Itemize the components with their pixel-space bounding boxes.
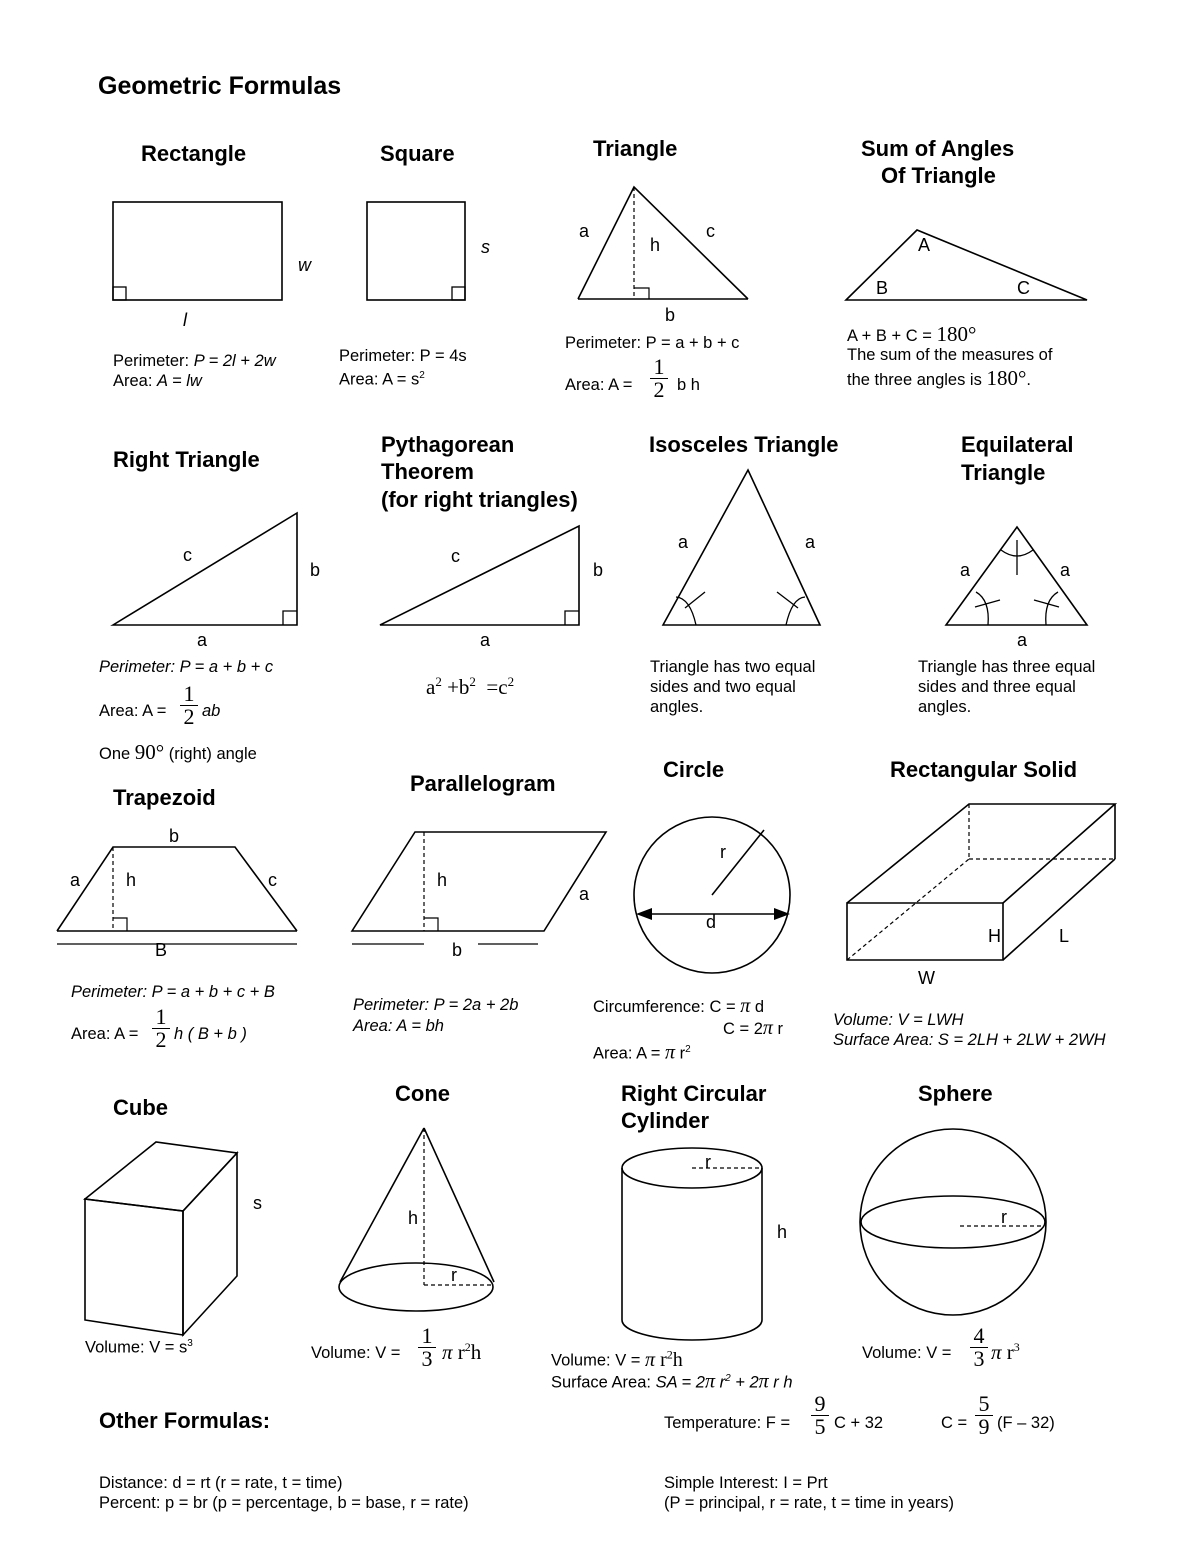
pythagorean-triangle-shape bbox=[380, 526, 579, 625]
triangle-area-prefix: Area: A = bbox=[565, 376, 633, 394]
triangle-height-label: h bbox=[650, 235, 661, 255]
cylinder-surface: Surface Area: SA = 2π $r^2 + 2\pi$ r h bbox=[551, 1370, 793, 1393]
angle-a-label: A bbox=[918, 235, 931, 255]
equilateral-a-bottom-label: a bbox=[1017, 630, 1028, 650]
trapezoid-area-prefix: Area: A = bbox=[71, 1025, 139, 1043]
rectangle-right-angle-mark bbox=[113, 287, 126, 300]
parallelogram-h-label: h bbox=[437, 870, 448, 890]
rectangle-width-label: w bbox=[298, 255, 311, 275]
trapezoid-area-suffix: h ( B + b ) bbox=[174, 1025, 247, 1043]
angle-b-label: B bbox=[876, 278, 889, 298]
rect-solid-w-label: W bbox=[918, 968, 935, 988]
sphere-volume-fraction: $\frac{4}{3}$ bbox=[970, 1325, 988, 1370]
cube-volume: Volume: $V = s^3$ bbox=[85, 1338, 193, 1357]
cylinder-heading-line2: Cylinder bbox=[621, 1108, 710, 1133]
cone-heading: Cone bbox=[395, 1081, 450, 1106]
trapezoid-h-label: h bbox=[126, 870, 137, 890]
pythagorean-formula: $a^2 +b^2 =c^2$ bbox=[426, 674, 515, 699]
isosceles-a-left-label: a bbox=[678, 532, 689, 552]
temperature-c-fraction: $\frac{5}{9}$ bbox=[975, 1393, 993, 1438]
square-heading: Square bbox=[380, 141, 455, 166]
rectangle-perimeter: Perimeter: P = 2l + 2w bbox=[113, 352, 276, 370]
trapezoid-perimeter: Perimeter: P = a + b + c + B bbox=[71, 983, 275, 1001]
right-triangle-shape bbox=[113, 513, 297, 625]
equilateral-a-left-label: a bbox=[960, 560, 971, 580]
sphere-r-label: r bbox=[1001, 1207, 1007, 1227]
circle-heading: Circle bbox=[663, 757, 725, 782]
circle-circumference-1: Circumference: C = π d bbox=[593, 995, 764, 1017]
distance-formula: Distance: d = rt (r = rate, t = time) bbox=[99, 1474, 343, 1492]
other-formulas-heading: Other Formulas: bbox=[99, 1408, 271, 1433]
triangle-right-angle-mark bbox=[634, 288, 649, 299]
square-shape bbox=[367, 202, 465, 300]
trapezoid-shape bbox=[57, 847, 297, 931]
trapezoid-area-fraction: $\frac{1}{2}$ bbox=[152, 1006, 170, 1051]
square-side-label: s bbox=[481, 237, 490, 257]
cone-r-label: r bbox=[451, 1265, 457, 1285]
temperature-c-suffix: (F – 32) bbox=[997, 1414, 1055, 1432]
temperature-c-prefix: C = bbox=[941, 1414, 968, 1432]
cone-volume-prefix: Volume: V = bbox=[311, 1344, 401, 1362]
temperature-f-prefix: Temperature: F = bbox=[664, 1414, 791, 1432]
isosceles-desc-line2: sides and two equal bbox=[650, 678, 796, 696]
parallelogram-heading: Parallelogram bbox=[410, 771, 556, 796]
parallelogram-b-label: b bbox=[452, 940, 463, 960]
circle-diameter-label: d bbox=[706, 912, 717, 932]
right-triangle-a-label: a bbox=[197, 630, 208, 650]
sum-angles-heading-line2: Of Triangle bbox=[881, 163, 996, 188]
parallelogram-shape bbox=[352, 832, 606, 931]
equilateral-arc-left bbox=[976, 592, 988, 625]
triangle-area-fraction: $\frac{1}{2}$ bbox=[650, 356, 668, 401]
rectangle-shape bbox=[113, 202, 282, 300]
cylinder-bottom bbox=[622, 1320, 762, 1340]
square-right-angle-mark bbox=[452, 287, 465, 300]
sphere-equator bbox=[861, 1196, 1045, 1248]
equilateral-heading-line2: Triangle bbox=[961, 460, 1046, 485]
cylinder-heading-line1: Right Circular bbox=[621, 1081, 767, 1106]
rect-solid-l-label: L bbox=[1059, 926, 1070, 946]
rect-solid-top bbox=[847, 804, 1115, 903]
rect-solid-heading: Rectangular Solid bbox=[890, 757, 1078, 782]
cone-volume-fraction: $\frac{1}{3}$ bbox=[418, 1325, 436, 1370]
sum-angles-formula: A + B + C = 180° bbox=[847, 322, 977, 346]
pythagorean-heading-line3: (for right triangles) bbox=[381, 487, 578, 512]
trapezoid-base-label: B bbox=[155, 940, 168, 960]
cone-volume-tail: π $r^2h$ bbox=[442, 1340, 482, 1364]
triangle-base-label: b bbox=[665, 305, 676, 325]
equilateral-desc-line1: Triangle has three equal bbox=[918, 658, 1096, 676]
sphere-heading: Sphere bbox=[918, 1081, 993, 1106]
right-triangle-area-suffix: ab bbox=[202, 702, 221, 720]
page-title: Geometric Formulas bbox=[98, 72, 342, 100]
sphere-shape bbox=[860, 1129, 1046, 1315]
right-triangle-c-label: c bbox=[183, 545, 192, 565]
right-triangle-angle-mark bbox=[283, 611, 297, 625]
simple-interest-line1: Simple Interest: I = Prt bbox=[664, 1474, 828, 1492]
pythagorean-heading-line2: Theorem bbox=[381, 459, 474, 484]
triangle-heading: Triangle bbox=[593, 136, 678, 161]
rect-solid-surface: Surface Area: S = 2LH + 2LW + 2WH bbox=[833, 1031, 1106, 1049]
rectangle-area: Area: A = lw bbox=[113, 372, 202, 390]
right-triangle-b-label: b bbox=[310, 560, 321, 580]
parallelogram-area: Area: A = bh bbox=[353, 1017, 444, 1035]
simple-interest-line2: (P = principal, r = rate, t = time in years) bbox=[664, 1494, 954, 1512]
circle-radius-label: r bbox=[720, 842, 726, 862]
equilateral-desc-line3: angles. bbox=[918, 698, 972, 716]
isosceles-a-right-label: a bbox=[805, 532, 816, 552]
trapezoid-b-label: b bbox=[169, 826, 180, 846]
rect-solid-h-label: H bbox=[988, 926, 1001, 946]
sum-angles-heading-line1: Sum of Angles bbox=[861, 136, 1015, 161]
cube-side bbox=[183, 1153, 237, 1335]
cylinder-h-label: h bbox=[777, 1222, 788, 1242]
right-triangle-area-prefix: Area: A = bbox=[99, 702, 167, 720]
angle-c-label: C bbox=[1017, 278, 1030, 298]
square-perimeter: Perimeter: P = 4s bbox=[339, 347, 467, 365]
trapezoid-heading: Trapezoid bbox=[113, 785, 216, 810]
right-triangle-perimeter: Perimeter: P = a + b + c bbox=[99, 658, 274, 676]
equilateral-desc-line2: sides and three equal bbox=[918, 678, 1076, 696]
square-area: Area: $A = s^2$ bbox=[339, 370, 425, 389]
parallelogram-a-label: a bbox=[579, 884, 590, 904]
cube-heading: Cube bbox=[113, 1095, 168, 1120]
equilateral-arc-right bbox=[1046, 592, 1058, 625]
equilateral-heading-line1: Equilateral bbox=[961, 432, 1074, 457]
equilateral-a-right-label: a bbox=[1060, 560, 1071, 580]
rectangle-length-label: l bbox=[183, 310, 187, 330]
isosceles-desc-line3: angles. bbox=[650, 698, 704, 716]
pythagorean-angle-mark bbox=[565, 611, 579, 625]
sphere-volume-tail: π $r^3$ bbox=[991, 1340, 1020, 1364]
rect-solid-front bbox=[847, 903, 1003, 960]
triangle-shape bbox=[578, 187, 748, 299]
isosceles-heading: Isosceles Triangle bbox=[649, 432, 839, 457]
right-triangle-heading: Right Triangle bbox=[113, 447, 260, 472]
temperature-f-suffix: C + 32 bbox=[834, 1414, 884, 1432]
right-triangle-area-fraction: $\frac{1}{2}$ bbox=[180, 683, 198, 728]
sphere-volume-prefix: Volume: V = bbox=[862, 1344, 952, 1362]
triangle-perimeter: Perimeter: P = a + b + c bbox=[565, 334, 740, 352]
parallelogram-perimeter: Perimeter: P = 2a + 2b bbox=[353, 996, 519, 1014]
triangle-side-c-label: c bbox=[706, 221, 715, 241]
cube-side-label: s bbox=[253, 1193, 262, 1213]
rect-solid-volume: Volume: V = LWH bbox=[833, 1011, 964, 1029]
right-triangle-angle-note: One 90° (right) angle bbox=[99, 740, 257, 764]
cube-front bbox=[85, 1199, 183, 1335]
triangle-side-a-label: a bbox=[579, 221, 590, 241]
cylinder-r-label: r bbox=[705, 1152, 711, 1172]
triangle-area-suffix: b h bbox=[677, 376, 700, 394]
pythagorean-a-label: a bbox=[480, 630, 491, 650]
percent-formula: Percent: p = br (p = percentage, b = base, r = rate) bbox=[99, 1494, 469, 1512]
pythagorean-heading-line1: Pythagorean bbox=[381, 432, 515, 457]
sum-angles-desc-line1: The sum of the measures of bbox=[847, 346, 1053, 364]
trapezoid-a-label: a bbox=[70, 870, 81, 890]
temperature-f-fraction: $\frac{9}{5}$ bbox=[811, 1393, 829, 1438]
pythagorean-c-label: c bbox=[451, 546, 460, 566]
circle-circumference-2: C = 2π r bbox=[723, 1017, 784, 1039]
cone-h-label: h bbox=[408, 1208, 419, 1228]
isosceles-desc-line1: Triangle has two equal bbox=[650, 658, 816, 676]
sum-angles-desc-line2: the three angles is 180°. bbox=[847, 366, 1031, 390]
circle-area: Area: A = π $r^2$ bbox=[593, 1041, 691, 1064]
cone-base bbox=[339, 1263, 493, 1311]
cylinder-volume: Volume: V = π $r^2h$ bbox=[551, 1347, 683, 1371]
trapezoid-c-label: c bbox=[268, 870, 277, 890]
pythagorean-b-label: b bbox=[593, 560, 604, 580]
rectangle-heading: Rectangle bbox=[141, 141, 247, 166]
